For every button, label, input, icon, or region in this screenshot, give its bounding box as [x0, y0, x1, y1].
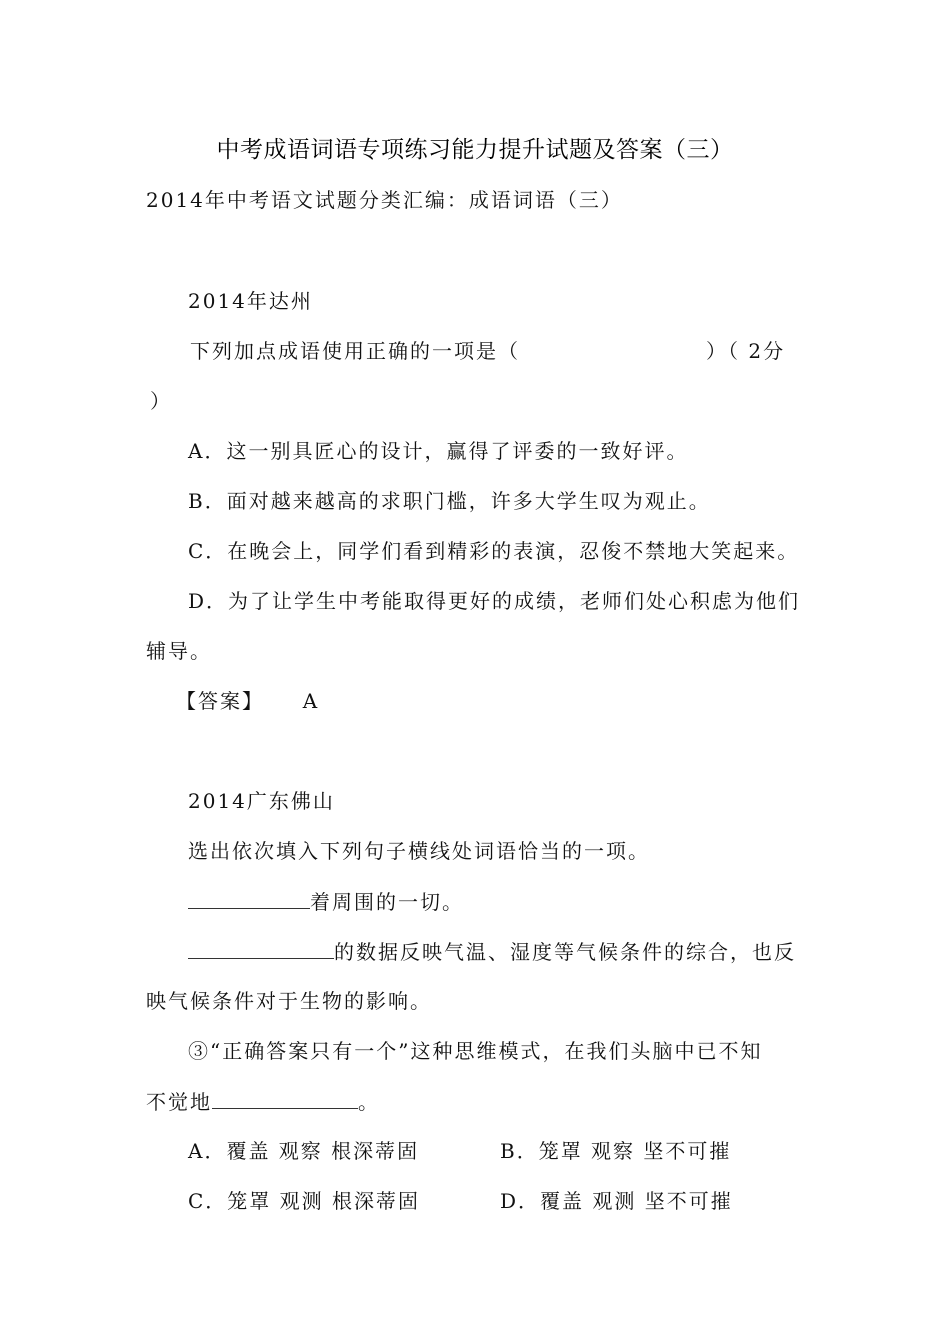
- section1-question-score: ）（ 2分: [706, 339, 786, 363]
- section2-option-d: D．覆盖 观测 坚不可摧: [500, 1189, 733, 1213]
- section2-sentence2: [188, 936, 796, 967]
- section1-option-d: D．为了让学生中考能取得更好的成绩，老师们处心积虑为他们: [188, 589, 801, 613]
- section2-option-c: C．笼罩 观测 根深蒂固: [188, 1189, 421, 1213]
- sentence3-suffix: 。: [358, 1090, 380, 1114]
- section2-question: 选出依次填入下列句子横线处词语恰当的一项。: [188, 839, 650, 863]
- document-title: 中考成语词语专项练习能力提升试题及答案（三）: [216, 137, 734, 163]
- sentence2-text: 的数据反映气温、湿度等气候条件的综合，也反: [334, 940, 796, 964]
- fill-blank-2: [188, 936, 334, 959]
- section1-option-a: A．这一别具匠心的设计，赢得了评委的一致好评。: [188, 439, 689, 463]
- document-subtitle: 2014年中考语文试题分类汇编：成语词语（三）: [146, 188, 623, 212]
- section1-heading: 2014年达州: [188, 289, 313, 313]
- section2-option-a: A．覆盖 观察 根深蒂固: [188, 1139, 420, 1163]
- section1-option-c: C．在晚会上，同学们看到精彩的表演，忍俊不禁地大笑起来。: [188, 539, 800, 563]
- section2-heading: 2014广东佛山: [188, 789, 335, 813]
- section1-question-close: ）: [150, 389, 172, 413]
- section2-option-b: B．笼罩 观察 坚不可摧: [500, 1139, 732, 1163]
- answer-value: A: [302, 689, 320, 713]
- section2-sentence2-cont: 映气候条件对于生物的影响。: [146, 989, 432, 1013]
- section1-answer: [176, 686, 319, 716]
- fill-blank-1: [188, 886, 310, 909]
- section2-sentence1: [188, 886, 464, 917]
- sentence3-prefix: 不觉地: [146, 1090, 212, 1114]
- answer-label: 【答案】: [176, 689, 264, 713]
- section2-sentence3-cont: [146, 1086, 380, 1117]
- section1-option-b: B．面对越来越高的求职门槛，许多大学生叹为观止。: [188, 489, 711, 513]
- section2-sentence3: ③“正确答案只有一个”这种思维模式，在我们头脑中已不知: [188, 1039, 763, 1063]
- section1-option-d-cont: 辅导。: [146, 639, 212, 663]
- sentence1-text: 着周围的一切。: [310, 890, 464, 914]
- section1-question: 下列加点成语使用正确的一项是（: [190, 339, 520, 363]
- fill-blank-3: [212, 1086, 358, 1109]
